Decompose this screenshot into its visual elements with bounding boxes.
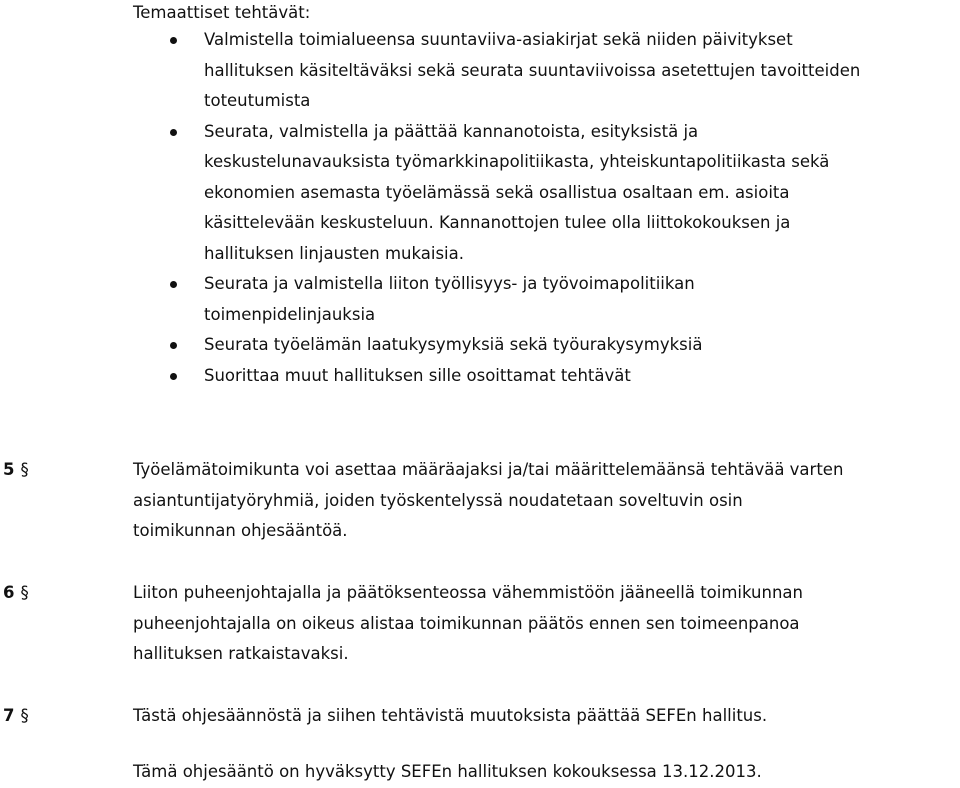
section-number-value: 5 [3,460,15,479]
section-number [3,455,29,486]
text-line: hallituksen linjausten mukaisia. [204,243,464,263]
section-heading: Temaattiset tehtävät: [133,3,311,22]
paragraph-sign: § [20,460,29,479]
text-line: Suorittaa muut hallituksen sille osoittamat tehtävät [204,365,631,385]
text-line: Liiton puheenjohtajalla ja päätöksenteossa vähemmistöön jääneellä toimikunnan [133,583,803,602]
text-line: asiantuntijatyöryhmiä, joiden työskentelyssä noudatetaan soveltuvin osin [133,490,743,510]
bullet-icon [170,342,177,349]
section-text [133,701,923,732]
text-line: Seurata työelämän laatukysymyksiä sekä työurakysymyksiä [204,335,703,354]
section-number-value: 6 [3,583,15,602]
section-text [133,578,923,670]
bullet-icon [170,281,177,288]
paragraph-sign: § [20,583,29,602]
list-item [133,330,923,361]
text-line: hallituksen ratkaistavaksi. [133,644,349,663]
text-line: Työelämätoimikunta voi asettaa määräajaksi ja/tai määrittelemäänsä tehtävää varten [133,460,844,479]
text-line: keskustelunavauksista työmarkkinapolitiikasta, yhteiskuntapolitiikasta sekä [204,152,830,171]
section-text [133,455,923,547]
list-item [133,361,923,392]
text-line: hallituksen käsiteltäväksi sekä seurata suuntaviivoissa asetettujen tavoitteiden [204,60,861,80]
text-line: Tästä ohjesäännöstä ja siihen tehtävistä muutoksista päättää SEFEn hallitus. [133,706,768,725]
list-item [133,25,923,117]
text-line: käsittelevään keskusteluun. Kannanottojen tulee olla liittokokouksen ja [204,213,791,232]
bullet-icon [170,37,177,44]
section-number-value: 7 [3,706,15,725]
text-line: toteutumista [204,91,311,110]
closing-statement: Tämä ohjesääntö on hyväksytty SEFEn hallituksen kokouksessa 13.12.2013. [133,762,762,781]
text-line: toimikunnan ohjesääntöä. [133,521,348,540]
list-item [133,117,923,270]
list-item [133,269,923,330]
text-line: puheenjohtajalla on oikeus alistaa toimikunnan päätös ennen sen toimeenpanoa [133,613,800,633]
bullet-icon [170,129,177,136]
text-line: toimenpidelinjauksia [204,304,376,324]
text-line: Valmistella toimialueensa suuntaviiva-asiakirjat sekä niiden päivitykset [204,30,793,49]
section-number [3,701,29,732]
task-list [133,25,923,391]
bullet-icon [170,373,177,380]
text-line: Seurata, valmistella ja päättää kannanotoista, esityksistä ja [204,121,699,141]
text-line: Seurata ja valmistella liiton työllisyys- ja työvoimapolitiikan [204,274,695,293]
text-line: ekonomien asemasta työelämässä sekä osallistua osaltaan em. asioita [204,182,790,202]
paragraph-sign: § [20,706,29,725]
section-number [3,578,29,609]
